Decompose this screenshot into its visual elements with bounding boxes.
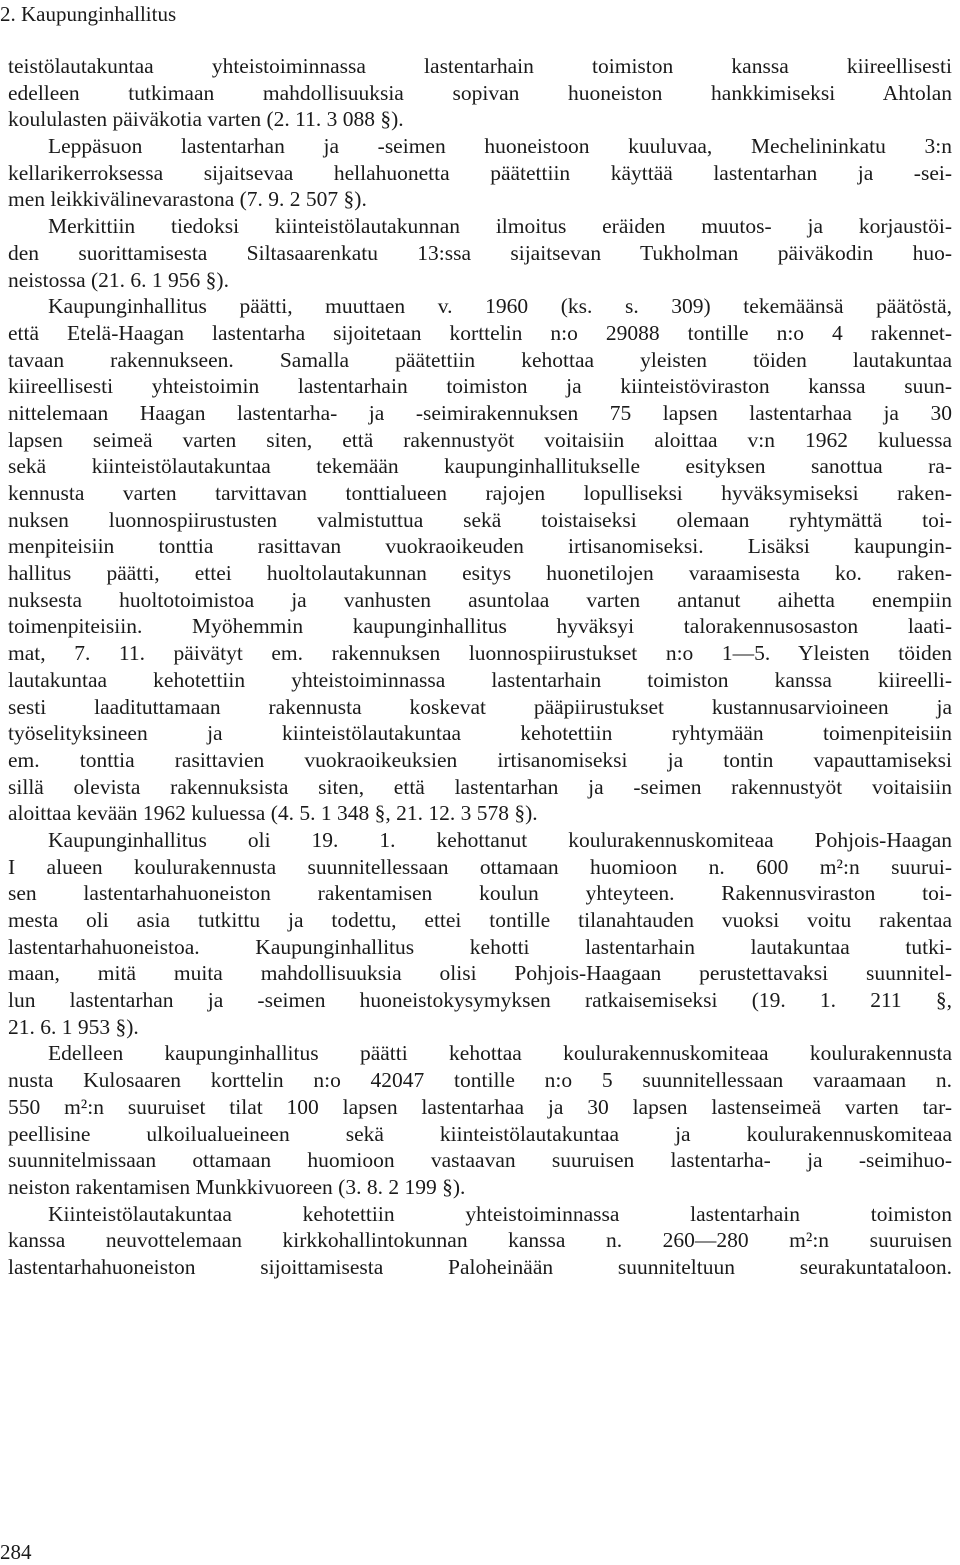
text-line: kennusta varten tarvittavan tonttialueen rajojen lopulliseksi hyväksymiseksi raken- <box>8 481 952 505</box>
text-line: lun lastentarhan ja -seimen huoneistokysymyksen ratkaisemiseksi (19. 1. 211 §, <box>8 988 952 1013</box>
text-line: men leikkivälinevarastona (7. 9. 2 507 §). <box>8 187 367 212</box>
text-line: em. tonttia rasittavien vuokraoikeuksien irtisanomiseksi ja tontin vapauttamiseksi <box>8 747 952 772</box>
text-line: I alueen koulurakennusta suunnitellessaan ottamaan huomioon n. 600 m²:n suurui- <box>8 854 952 879</box>
text-line: Leppäsuon lastentarhan ja -seimen huoneistoon kuuluvaa, Mechelininkatu 3:n <box>48 134 952 159</box>
text-line: teistölautakuntaa yhteistoiminnassa lastentarhain toimiston kanssa kiireellisesti <box>8 54 952 78</box>
text-line: kellarikerroksessa sijaitsevaa hellahuonetta päätettiin käyttää lastentarhan ja -sei- <box>8 160 952 185</box>
text-line: tavaan rakennukseen. Samalla päätettiin kehottaa yleisten töiden lautakuntaa <box>8 347 952 372</box>
text-line: neiston rakentamisen Munkkivuoreen (3. 8. 2 199 §). <box>8 1174 466 1199</box>
text-line: maan, mitä muita mahdollisuuksia olisi Pohjois-Haagaan perustettavaksi suunnitel- <box>8 961 952 986</box>
text-line: mat, 7. 11. päivätyt em. rakennuksen luonnospiirustukset n:o 1—5. Yleisten töiden <box>8 641 952 666</box>
text-line: että Etelä-Haagan lastentarha sijoitetaan korttelin n:o 29088 tontille n:o 4 rakennet- <box>8 320 952 345</box>
text-line: Edelleen kaupunginhallitus päätti kehottaa koulurakennuskomiteaa koulurakennusta <box>48 1041 952 1066</box>
text-line: sekä kiinteistölautakuntaa tekemään kaupunginhallitukselle esityksen sanottua ra- <box>8 454 952 479</box>
text-line: nusta Kulosaaren korttelin n:o 42047 tontille n:o 5 suunnitellessaan varaamaan n. <box>8 1068 952 1093</box>
text-line: työselityksineen ja kiinteistölautakuntaa kehotettiin ryhtymään toimenpiteisiin <box>8 721 952 746</box>
text-line: sen lastentarhahuoneiston rakentamisen koulun yhteyteen. Rakennusviraston toi- <box>8 881 952 906</box>
text-line: nuksesta huoltotoimistoa ja vanhusten asuntolaa varten antanut aihetta enempiin <box>8 587 952 612</box>
text-line: koululasten päiväkotia varten (2. 11. 3 088 §). <box>8 107 404 132</box>
text-line: Merkittiin tiedoksi kiinteistölautakunnan ilmoitus eräiden muutos- ja korjaustöi- <box>48 214 952 239</box>
text-line: sillä olevista rakennuksista siten, että lastentarhan ja -seimen rakennustyöt voitaisiin <box>8 774 952 799</box>
text-line: aloittaa kevään 1962 kuluessa (4. 5. 1 348 §, 21. 12. 3 578 §). <box>8 801 538 826</box>
text-line: 550 m²:n suuruiset tilat 100 lapsen lastentarhaa ja 30 lapsen lastenseimeä varten tar- <box>8 1094 952 1119</box>
text-line: 21. 6. 1 953 §). <box>8 1014 139 1039</box>
body-text <box>8 53 952 1281</box>
text-line: lastentarhahuoneiston sijoittamisesta Paloheinään suunniteltuun seurakuntataloon. <box>8 1254 952 1279</box>
text-line: suunnitelmissaan ottamaan huomioon vastaavan suuruisen lastentarha- ja -seimihuo- <box>8 1148 952 1173</box>
text-line: menpiteisiin tonttia rasittavan vuokraoikeuden irtisanomiseksi. Lisäksi kaupungin- <box>8 534 952 559</box>
text-line: kanssa neuvottelemaan kirkkohallintokunnan kanssa n. 260—280 m²:n suuruisen <box>8 1228 952 1253</box>
text-line: kiireellisesti yhteistoimin lastentarhain toimiston ja kiinteistöviraston kanssa suun- <box>8 374 952 399</box>
text-line: edelleen tutkimaan mahdollisuuksia sopivan huoneiston hankkimiseksi Ahtolan <box>8 80 952 105</box>
text-line: den suorittamisesta Siltasaarenkatu 13:ssa sijaitsevan Tukholman päiväkodin huo- <box>8 240 952 265</box>
text-line: mesta oli asia tutkittu ja todettu, ettei tontille tilanahtauden vuoksi voitu rakentaa <box>8 908 952 932</box>
page-number: 284 <box>0 1540 32 1564</box>
text-line: lautakuntaa kehotettiin yhteistoiminnassa lastentarhain toimiston kanssa kiireelli- <box>8 667 952 692</box>
text-line: nittelemaan Haagan lastentarha- ja -seimirakennuksen 75 lapsen lastentarhaa ja 30 <box>8 400 952 425</box>
text-line: Kaupunginhallitus päätti, muuttaen v. 1960 (ks. s. 309) tekemäänsä päätöstä, <box>48 294 952 319</box>
text-line: peellisine ulkoilualueineen sekä kiinteistölautakuntaa ja koulurakennuskomiteaa <box>8 1121 952 1146</box>
text-line: neistossa (21. 6. 1 956 §). <box>8 267 229 292</box>
text-line: nuksen luonnospiirustusten valmistuttua sekä toistaiseksi olemaan ryhtymättä toi- <box>8 507 952 532</box>
text-line: hallitus päätti, ettei huoltolautakunnan esitys huonetilojen varaamisesta ko. raken- <box>8 561 952 586</box>
text-line: sesti laadituttamaan rakennusta koskevat pääpiirustukset kustannusarvioineen ja <box>8 694 952 719</box>
text-line: lastentarhahuoneistoa. Kaupunginhallitus kehotti lastentarhain lautakuntaa tutki- <box>8 934 952 959</box>
text-line: Kaupunginhallitus oli 19. 1. kehottanut koulurakennuskomiteaa Pohjois-Haagan <box>48 827 952 852</box>
running-head: 2. Kaupunginhallitus <box>0 2 177 26</box>
text-line: lapsen seimeä varten siten, että rakennustyöt voitaisiin aloittaa v:n 1962 kuluessa <box>8 427 952 452</box>
text-line: Kiinteistölautakuntaa kehotettiin yhteistoiminnassa lastentarhain toimiston <box>48 1201 952 1226</box>
text-line: toimenpiteisiin. Myöhemmin kaupunginhallitus hyväksyi talorakennusosaston laati- <box>8 614 952 639</box>
